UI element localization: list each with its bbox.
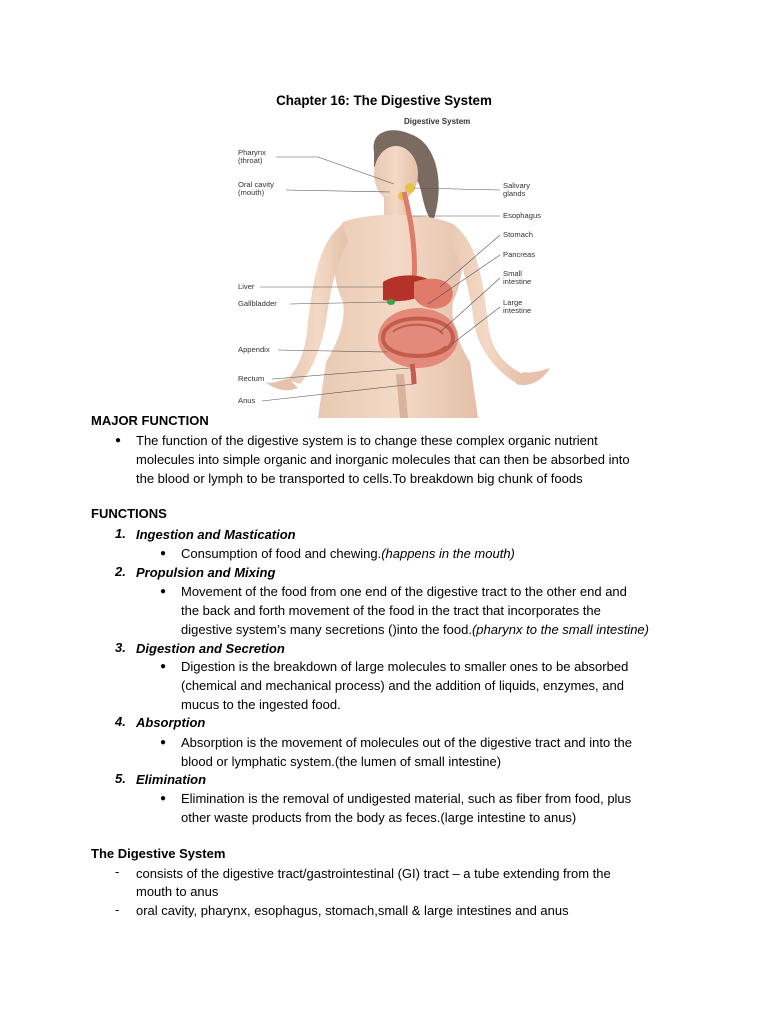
figure-heading: Digestive System	[404, 117, 471, 126]
digestive-line-2: mouth to anus	[136, 884, 219, 899]
function-3-line-1: Digestion is the breakdown of large molecules to smaller ones to be absorbed	[181, 659, 629, 674]
label-salivary-glands-2: glands	[503, 189, 526, 198]
label-gallbladder: Gallbladder	[238, 299, 277, 308]
label-esophagus: Esophagus	[503, 211, 541, 220]
major-line-3: the blood or lymph to be transported to cells.To breakdown big chunk of foods	[136, 471, 583, 486]
label-liver: Liver	[238, 282, 255, 291]
function-1-note: (happens in the mouth)	[381, 546, 515, 561]
label-pharynx-note: (throat)	[238, 156, 263, 165]
function-3-line-3: mucus to the ingested food.	[181, 697, 341, 712]
label-salivary-glands: Salivary	[503, 181, 531, 190]
bullet-icon: ●	[115, 435, 122, 446]
function-number-5: 5.	[115, 771, 126, 786]
page-title: Chapter 16: The Digestive System	[276, 93, 492, 108]
function-1-line-1: Consumption of food and chewing.(happens in the mouth)	[181, 546, 515, 561]
function-4-line-1: Absorption is the movement of molecules out of the digestive tract and into the	[181, 735, 632, 750]
function-2-note: (pharynx to the small intestine)	[471, 622, 649, 637]
label-large-intestine-2: intestine	[503, 306, 532, 315]
label-small-intestine-2: intestine	[503, 277, 532, 286]
label-anus: Anus	[238, 396, 256, 405]
functions-heading: FUNCTIONS	[91, 506, 167, 521]
major-line-2: molecules into simple organic and inorganic molecules that can then be absorbed into	[136, 452, 630, 467]
function-title-1: Ingestion and Mastication	[136, 527, 296, 542]
bullet-icon: ●	[160, 793, 167, 804]
function-number-4: 4.	[115, 714, 126, 729]
bullet-icon: ●	[160, 737, 167, 748]
bullet-icon: ●	[160, 661, 167, 672]
label-stomach: Stomach	[503, 230, 533, 239]
function-number-2: 2.	[115, 564, 126, 579]
function-title-2: Propulsion and Mixing	[136, 565, 276, 580]
function-title-3: Digestion and Secretion	[136, 641, 285, 656]
label-oral-cavity-note: (mouth)	[238, 188, 265, 197]
major-line-1: The function of the digestive system is to change these complex organic nutrient	[136, 433, 598, 448]
function-number-3: 3.	[115, 640, 126, 655]
digestive-system-heading: The Digestive System	[91, 846, 226, 861]
function-title-5: Elimination	[136, 772, 207, 787]
function-5-line-2: other waste products from the body as feces.(large intestine to anus)	[181, 810, 577, 825]
function-3-line-2: (chemical and mechanical process) and the addition of liquids, enzymes, and	[181, 678, 624, 693]
bullet-icon: ●	[160, 586, 167, 597]
dash-bullet: -	[115, 902, 120, 917]
function-2-line-1: Movement of the food from one end of the digestive tract to the other end and	[181, 584, 627, 599]
label-small-intestine: Small	[503, 269, 522, 278]
label-large-intestine: Large	[503, 298, 523, 307]
label-appendix: Appendix	[238, 345, 270, 354]
digestive-line-1: consists of the digestive tract/gastrointestinal (GI) tract – a tube extending from the	[136, 866, 611, 881]
bullet-icon: ●	[160, 548, 167, 559]
label-rectum: Rectum	[238, 374, 265, 383]
function-4-line-2: blood or lymphatic system.(the lumen of small intestine)	[181, 754, 502, 769]
label-pancreas: Pancreas	[503, 250, 536, 259]
function-5-line-1: Elimination is the removal of undigested material, such as fiber from food, plus	[181, 791, 632, 806]
function-title-4: Absorption	[136, 715, 206, 730]
dash-bullet: -	[115, 864, 120, 879]
digestive-line-3: oral cavity, pharynx, esophagus, stomach,small & large intestines and anus	[136, 903, 569, 918]
label-oral-cavity: Oral cavity	[238, 180, 274, 189]
function-2-line-3: digestive system’s many secretions ()into the food.(pharynx to the small intestine)	[181, 622, 649, 637]
label-pharynx: Pharynx	[238, 148, 266, 157]
function-2-line-2: the back and forth movement of the food in the tract that incorporates the	[181, 603, 601, 618]
major-function-heading: MAJOR FUNCTION	[91, 413, 209, 428]
function-number-1: 1.	[115, 526, 126, 541]
digestive-system-illustration	[178, 112, 578, 418]
